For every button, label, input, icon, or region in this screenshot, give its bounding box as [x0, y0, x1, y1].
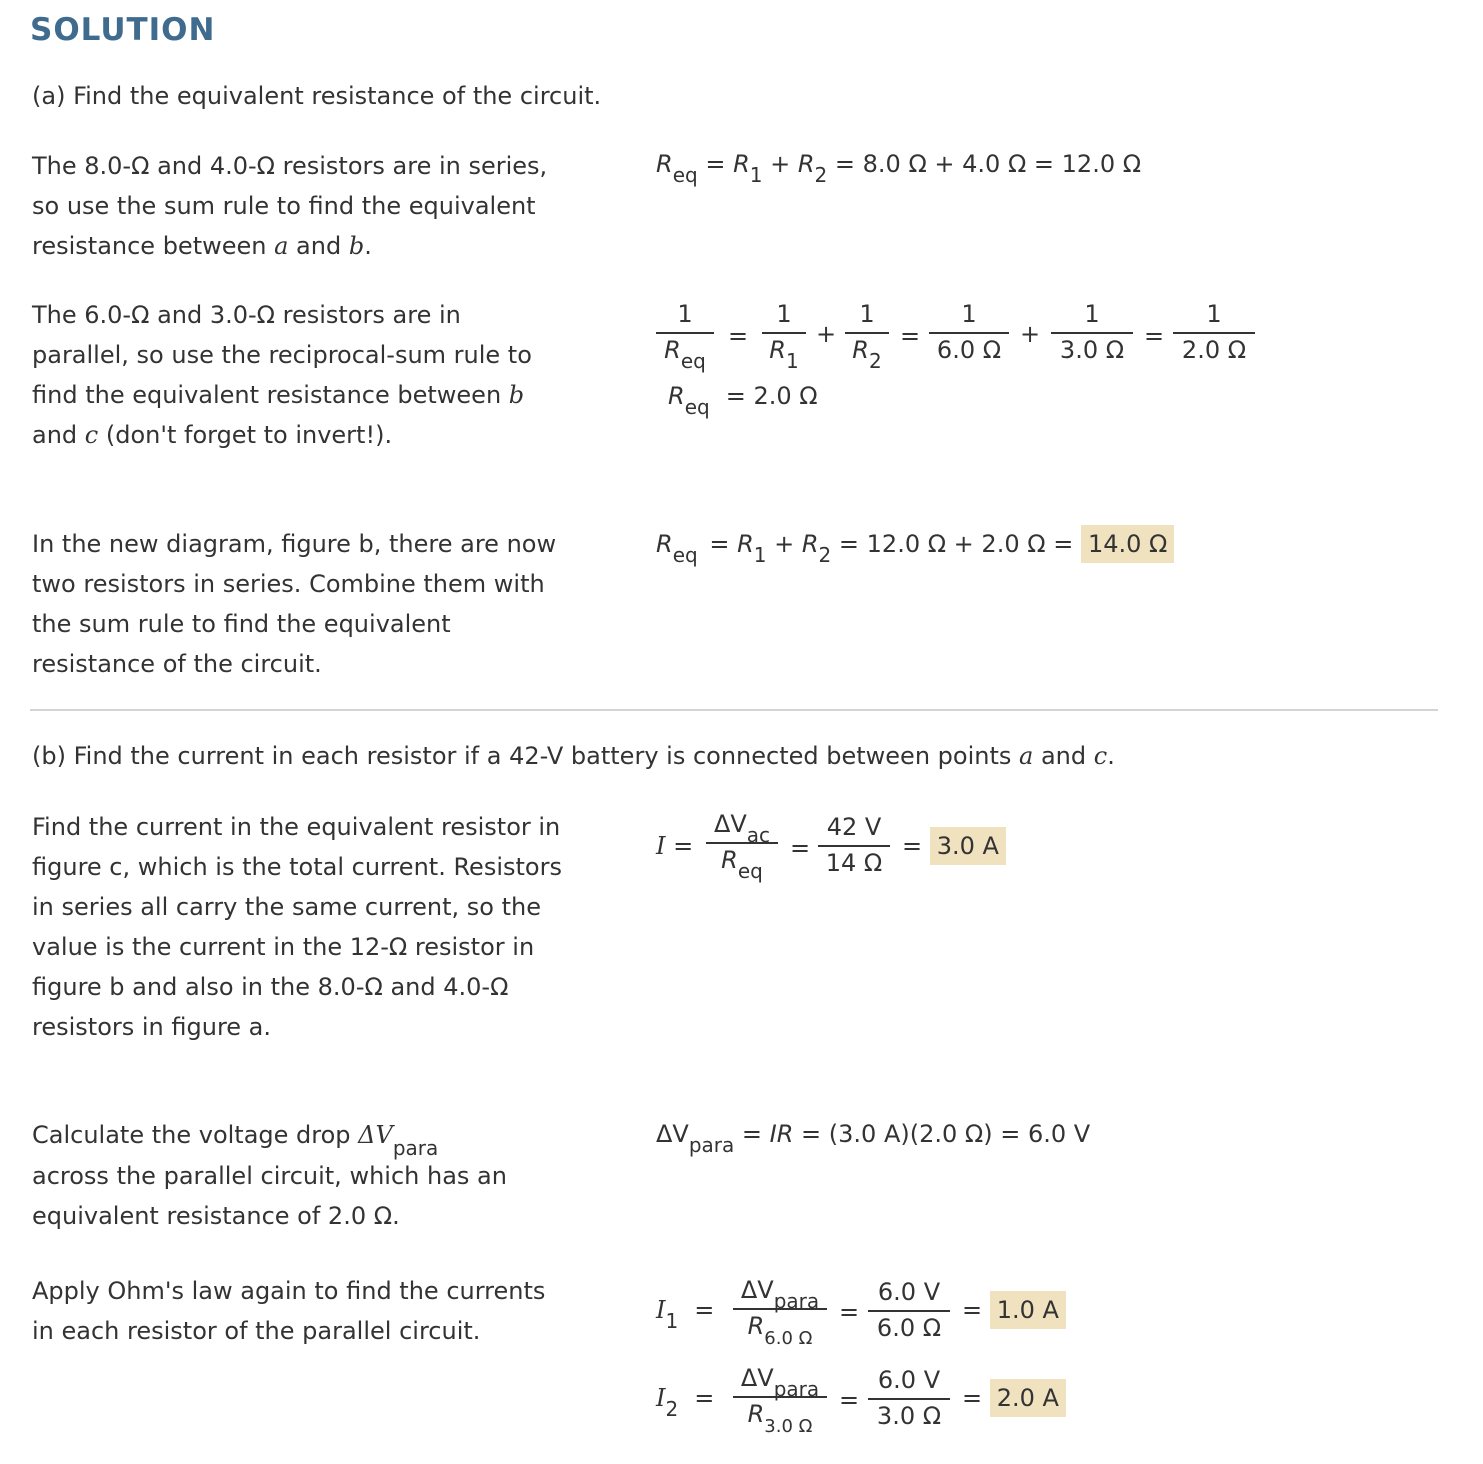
fraction-1-over-r2: $\frac{1}{R_2}$ — [845, 300, 889, 364]
part-a-step1-text: The 8.0-Ω and 4.0-Ω resistors are in series, so use the sum rule to find the equivalent resistance between a and b. — [32, 152, 548, 260]
fraction-1-over-2ohm: $\frac{1}{2.0 \Omega}$ — [1173, 300, 1255, 364]
answer-current-i1: = 1.0 A — [962, 1296, 1066, 1324]
equals-sign: = — [900, 322, 921, 350]
equals-sign: = — [728, 322, 749, 350]
equals-sign: = — [839, 1386, 860, 1414]
part-b-step3-text: Apply Ohm's law again to find the currents in each resistor of the parallel circuit. — [32, 1277, 546, 1345]
plus-sign: + — [1020, 320, 1041, 348]
part-a-question: (a) Find the equivalent resistance of the circuit. — [32, 82, 602, 110]
equals-sign: = — [790, 834, 811, 862]
part-a-step2-text: The 6.0-Ω and 3.0-Ω resistors are in parallel, so use the reciprocal-sum rule to find the equivalent resistance between b and c (don't forget to invert!). — [32, 301, 532, 449]
part-a-step1-equation: $R_{eq} = R_1 + R_2 = 8.0$ Ω + 4.0 Ω = 12.0 Ω — [656, 150, 1142, 187]
answer-total-current: = 3.0 A — [902, 832, 1006, 860]
equals-sign: = — [1144, 322, 1165, 350]
section-divider — [30, 709, 1438, 711]
fraction-1-over-6ohm: $\frac{1}{6.0 \Omega}$ — [929, 300, 1009, 364]
fraction-dvpara-over-r6: $\Delta V_{para}$ $R_{6.0 \Omega}$ — [733, 1276, 827, 1340]
part-b-question: (b) Find the current in each resistor if a 42-V battery is connected between points a and c. — [32, 742, 1115, 770]
equals-sign: = — [839, 1298, 860, 1326]
part-a-step3-equation: $R_{eq} = R_1 + R_2 = 12.0$ Ω + 2.0 Ω = 14.0 Ω — [656, 530, 1174, 558]
part-b-step2-text: Calculate the voltage drop $\Delta V_{para}$ across the parallel circuit, which has an equivalent resistance of 2.0 Ω. — [32, 1121, 507, 1230]
part-b-step1-text: Find the current in the equivalent resistor in figure c, which is the total current. Resistors in series all carry the same current, so the value is the current in the 12-Ω resistor in figure b and also in the 8.0-Ω and 4.0-Ω resistors in figure a. — [32, 813, 562, 1041]
fraction-1-over-3ohm: $\frac{1}{3.0 \Omega}$ — [1051, 300, 1133, 364]
fraction-dvac-over-req: $\Delta V_{ac}$ $R_{eq}$ — [706, 810, 778, 874]
current-i1-label: $I_1$ = — [656, 1296, 715, 1333]
fraction-6v-over-6ohm: $\frac{6.0 V}{6.0 \Omega}$ — [868, 1278, 950, 1342]
plus-sign: + — [816, 320, 837, 348]
req-parallel-result: $R_{eq} = 2.0$ Ω — [668, 382, 818, 419]
fraction-1-over-req: 1 $R_{eq}$ — [656, 300, 714, 364]
current-i2-label: $I_2$ = — [656, 1384, 715, 1421]
fraction-dvpara-over-r3: $\Delta V_{para}$ $R_{3.0 \Omega}$ — [733, 1364, 827, 1428]
answer-current-i2: = 2.0 A — [962, 1384, 1066, 1412]
current-i-label: I = — [656, 832, 694, 860]
fraction-42v-over-14ohm: $\frac{42 V}{14 \Omega}$ — [818, 813, 890, 877]
fraction-6v-over-3ohm: $\frac{6.0 V}{3.0 \Omega}$ — [868, 1366, 950, 1430]
fraction-1-over-r1: $\frac{1}{R_1}$ — [762, 300, 806, 364]
part-b-step2-equation: $\Delta V_{para}$ = IR = (3.0 A)(2.0 Ω) = 6.0 V — [656, 1120, 1091, 1157]
part-a-step3-text: In the new diagram, figure b, there are now two resistors in series. Combine them with the sum rule to find the equivalent resistance of the circuit. — [32, 530, 557, 678]
answer-highlight: 14.0 Ω — [1081, 525, 1174, 563]
solution-title: SOLUTION — [30, 12, 216, 48]
